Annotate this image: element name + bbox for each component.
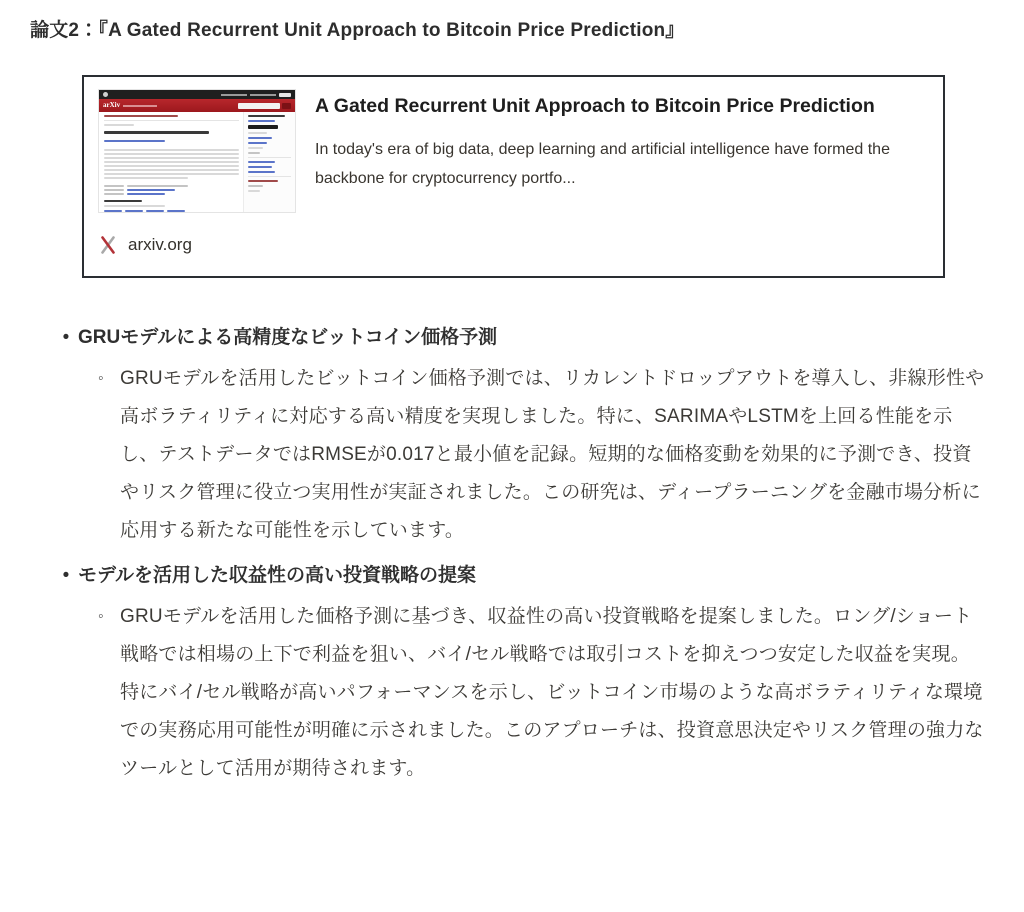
cornell-header-bar <box>99 90 295 99</box>
thumb-article-column <box>99 112 243 213</box>
link-preview-card[interactable] <box>82 75 945 278</box>
thumb-download-button <box>248 125 278 129</box>
cornell-logo-icon <box>103 92 108 97</box>
bullet-title: モデルを活用した収益性の高い投資戦略の提案 <box>78 565 477 586</box>
arxiv-page-thumbnail <box>98 89 296 213</box>
thumb-abstract-lines <box>104 149 239 179</box>
arxiv-wordmark: arXiv <box>103 101 121 109</box>
thumb-breadcrumb-line <box>104 115 178 117</box>
thumb-sidebar <box>243 112 295 213</box>
thumb-search-button <box>282 103 291 109</box>
bullet-detail: GRUモデルを活用したビットコイン価格予測では、リカレントドロップアウトを導入し、非線形性や高ボラティリティに対応する高い精度を実現しました。特に、SARIMAやLSTMを上回る性能を示し、テストデータではRMSEが0.017と最小値を記録。短期的な価格変動を効果的に予測でき、投資やリスク管理に役立つ実用性が実証されました。この研究は、ディープラーニングを金融市場分析に応用する新たな可能性を示しています。 <box>120 368 985 541</box>
list-item <box>0 322 1024 550</box>
thumb-access-paper-line <box>248 115 285 117</box>
thumb-paper-title-line <box>104 131 209 134</box>
arxiv-banner-subtitle-line <box>123 105 157 107</box>
cornell-header-links <box>221 93 291 97</box>
arxiv-favicon-icon <box>98 234 118 256</box>
summary-list <box>0 322 1024 788</box>
source-domain: arxiv.org <box>128 235 192 254</box>
thumb-submission-history-line <box>104 200 142 202</box>
card-right-column <box>296 89 929 264</box>
card-description: In today's era of big data, deep learning and artificial intelligence have formed the backbone for cryptocurrency portfo... <box>315 141 890 187</box>
bullet-marker: • <box>62 327 70 348</box>
list-item <box>0 560 1024 788</box>
thumb-footer-links <box>104 210 239 213</box>
page-title: 論文2：『A Gated Recurrent Unit Approach to Bitcoin Price Prediction』 <box>30 20 685 41</box>
thumb-date-line <box>104 124 134 126</box>
card-title[interactable]: A Gated Recurrent Unit Approach to Bitcoin Price Prediction <box>315 95 875 117</box>
thumb-authors-line <box>104 140 165 142</box>
card-left-column <box>98 89 296 264</box>
bullet-detail: GRUモデルを活用した価格予測に基づき、収益性の高い投資戦略を提案しました。ロング/ショート戦略では相場の上下で利益を狙い、バイ/セル戦略では取引コストを抑えつつ安定した収益を実現。特にバイ/セル戦略が高いパフォーマンスを示し、ビットコイン市場のような高ボラティリティな環境での実務応用可能性が明確に示されました。このアプローチは、投資意思決定やリスク管理の強力なツールとして活用が期待されます。 <box>120 606 984 779</box>
sub-bullet-marker: ◦ <box>98 370 104 387</box>
thumb-page-body <box>99 112 295 213</box>
thumb-search-box <box>238 103 280 109</box>
arxiv-banner <box>99 99 295 112</box>
bullet-title: GRUモデルによる高精度なビットコイン価格予測 <box>78 327 498 348</box>
sub-bullet-marker: ◦ <box>98 608 104 625</box>
source-row <box>98 234 296 256</box>
bullet-marker: • <box>62 565 70 586</box>
